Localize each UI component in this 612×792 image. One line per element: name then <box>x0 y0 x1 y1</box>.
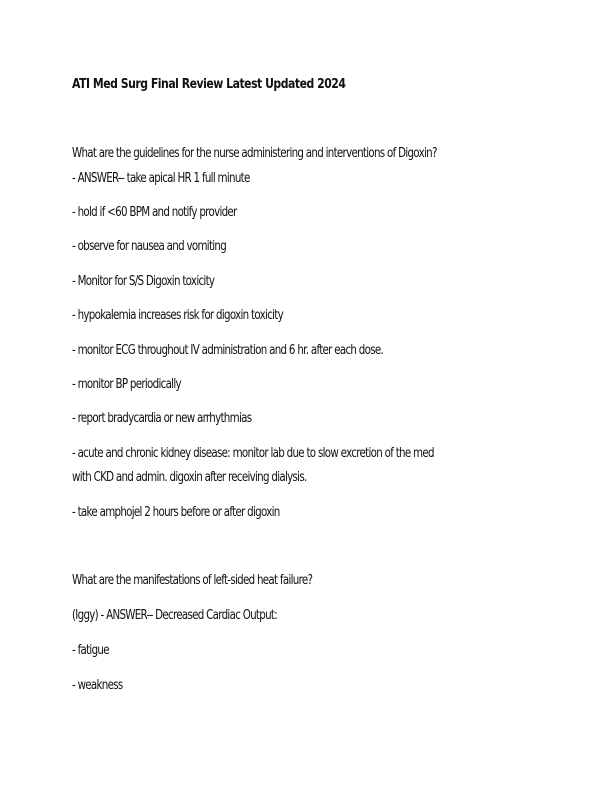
answer-line: - acute and chronic kidney disease: monitor lab due to slow excretion of the med <box>72 446 434 461</box>
answer-line: - monitor ECG throughout IV administration and 6 hr. after each dose. <box>72 343 384 358</box>
answer-line: - observe for nausea and vomiting <box>72 239 227 254</box>
answer-line: - ANSWER-- take apical HR 1 full minute <box>72 171 250 186</box>
question-digoxin: What are the guidelines for the nurse administering and interventions of Digoxin? <box>72 146 437 161</box>
answer-line: - hold if <60 BPM and notify provider <box>72 205 237 220</box>
answer-line: - fatigue <box>72 643 109 658</box>
answer-line: - monitor BP periodically <box>72 377 181 392</box>
answer-line: - report bradycardia or new arrhythmias <box>72 411 252 426</box>
question-left-sided-heart-failure: What are the manifestations of left-sided heat failure? <box>72 573 313 588</box>
answer-line: (Iggy) - ANSWER-- Decreased Cardiac Output: <box>72 608 278 623</box>
answer-line: - hypokalemia increases risk for digoxin toxicity <box>72 308 284 323</box>
answer-line-continued: with CKD and admin. digoxin after receiving dialysis. <box>72 470 307 485</box>
document-title: ATI Med Surg Final Review Latest Updated 2024 <box>72 76 346 92</box>
answer-line: - weakness <box>72 678 123 693</box>
answer-line: - Monitor for S/S Digoxin toxicity <box>72 274 215 289</box>
answer-line: - take amphojel 2 hours before or after digoxin <box>72 505 280 520</box>
